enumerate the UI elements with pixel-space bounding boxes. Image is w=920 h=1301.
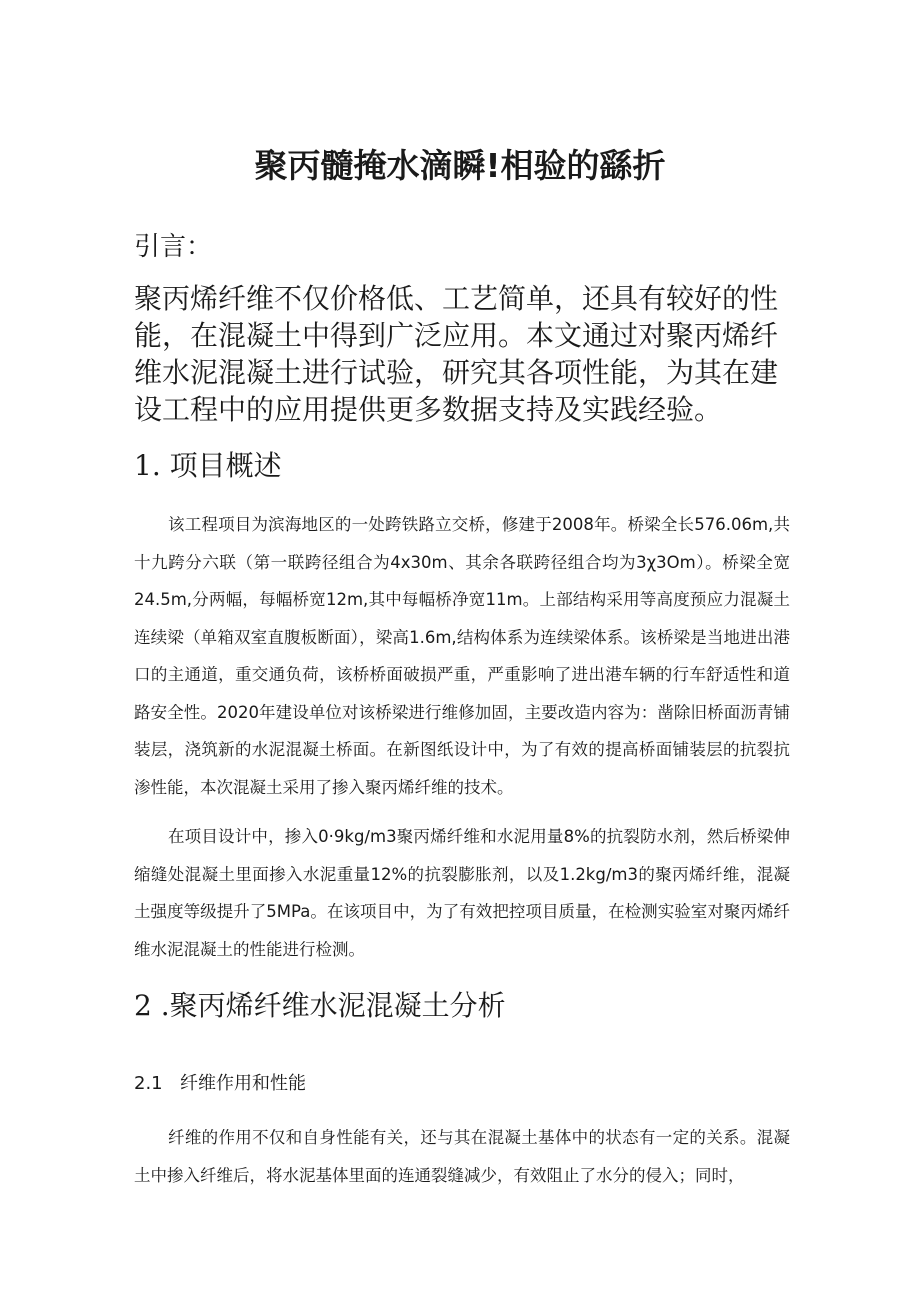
subsection-2-1-heading [134,1069,306,1095]
section-1-heading: 1. 项目概述 [134,449,282,482]
section-1-paragraph-1: 该工程项目为滨海地区的一处跨铁路立交桥，修建于2008年。桥梁全长576.06m,共十九跨分六联（第一联跨径组合为4x30m、其余各联跨径组合均为3χ3Om）。桥梁全宽24.5m,分两幅，每幅桥宽12m,其中每幅桥净宽11m。上部结构采用等高度预应力混凝土连续梁（单箱双室直腹板断面），梁高1.6m,结构体系为连续梁体系。该桥梁是当地进出港口的主通道，重交通负荷，该桥桥面破损严重，严重影响了进出港车辆的行车舒适性和道路安全性。2020年建设单位对该桥梁进行维修加固，主要改造内容为：凿除旧桥面沥青铺装层，浇筑新的水泥混凝土桥面。在新图纸设计中，为了有效的提高桥面铺装层的抗裂抗渗性能，本次混凝土采用了掺入聚丙烯纤维的技术。 [134,515,790,797]
section-2-paragraph-1: 纤维的作用不仅和自身性能有关，还与其在混凝土基体中的状态有一定的关系。混凝土中掺入纤维后，将水泥基体里面的连通裂缝减少，有效阻止了水分的侵入；同时， [134,1128,790,1185]
intro-label: 引言： [134,232,213,262]
intro-body: 聚丙烯纤维不仅价格低、工艺简单，还具有较好的性能，在混凝土中得到广泛应用。本文通过对聚丙烯纤维水泥混凝土进行试验，研究其各项性能，为其在建设工程中的应用提供更多数据支持及实践经验。 [134,282,779,426]
document-title: 聚丙髓掩水滴瞬!相验的繇折 [254,146,666,185]
subsection-title: 纤维作用和性能 [180,1073,306,1094]
subsection-number: 2.1 [134,1073,163,1094]
section-2-heading: 2 .聚丙烯纤维水泥混凝土分析 [134,989,506,1022]
section-1-paragraph-2: 在项目设计中，掺入0·9kg∕m3聚丙烯纤维和水泥用量8%的抗裂防水剂，然后桥梁伸缩缝处混凝土里面掺入水泥重量12%的抗裂膨胀剂，以及1.2kg∕m3的聚丙烯纤维，混凝土强度等级提升了5MPa。在该项目中，为了有效把控项目质量，在检测实验室对聚丙烯纤维水泥混凝土的性能进行检测。 [134,827,790,959]
